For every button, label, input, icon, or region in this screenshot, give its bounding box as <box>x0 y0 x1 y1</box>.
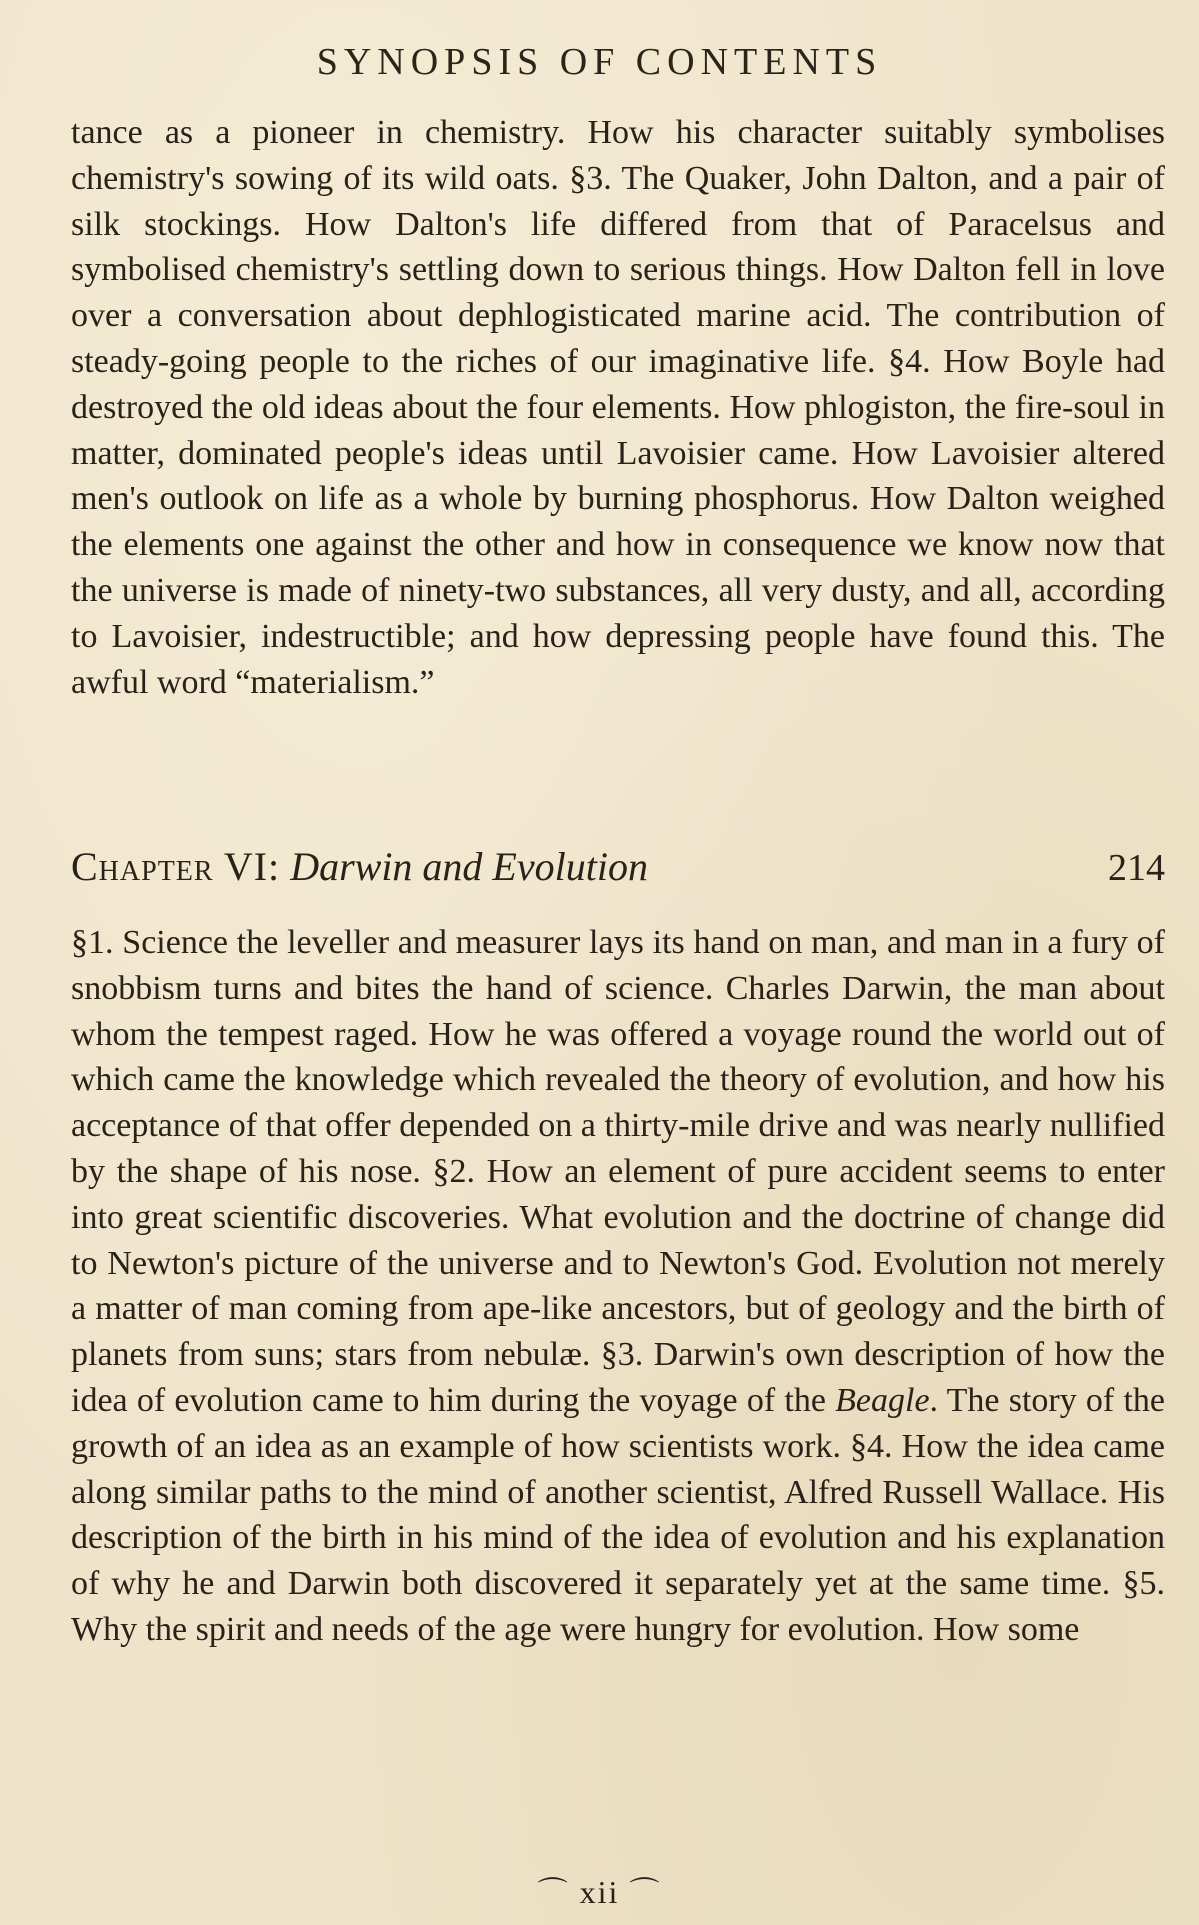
chapter-label: Chapter VI: <box>71 844 281 889</box>
synopsis-text-part-1: §1. Science the leveller and measurer lays its hand on man, and man in a fury of snobbism turns and bites the hand of science. Charles Darwin, the man about whom the tempest raged. How he was offered a voyage round the world out of which came the knowledge which revealed the theory of evolution, and how his acceptance of that offer depended on a thirty-mile drive and was nearly nullified by the shape of his nose. §2. How an element of pure accident seems to enter into great scientific discoveries. What evolution and the doctrine of change did to Newton's picture of the universe and to Newton's God. Evolution not merely a matter of man coming from ape-like ancestors, but of geology and the birth of planets from suns; stars from nebulæ. §3. Darwin's own description of how the idea of evolution came to him during the voyage of the <box>71 924 1165 1419</box>
chapter-heading-text <box>71 843 648 890</box>
continuation-paragraph: tance as a pioneer in chemistry. How his character suitably symbolises chemistry's sowing of its wild oats. §3. The Quaker, John Dalton, and a pair of silk stockings. How Dalton's life differed from that of Paracelsus and symbolised chemistry's settling down to serious things. How Dalton fell in love over a conversation about dephlogisticated marine acid. The contribution of steady-going people to the riches of our imaginative life. §4. How Boyle had destroyed the old ideas about the four elements. How phlogiston, the fire-soul in matter, dominated people's ideas until Lavoisier came. How Lavoisier altered men's outlook on life as a whole by burning phosphorus. How Dalton weighed the elements one against the other and how in consequence we know now that the universe is made of ninety-two substances, all very dusty, and all, according to Lavoisier, indestructible; and how depressing people have found this. The awful word “materialism.” <box>71 114 1165 701</box>
chapter-page-number: 214 <box>1108 847 1165 889</box>
chapter-title: Darwin and Evolution <box>290 844 648 889</box>
left-ornament-icon: ⌒ <box>537 1877 570 1910</box>
page-number: xii <box>579 1874 620 1910</box>
page-folio <box>0 1868 1199 1912</box>
running-head: SYNOPSIS OF CONTENTS <box>316 41 883 83</box>
chapter-heading <box>71 843 1165 899</box>
chapter-synopsis-paragraph <box>71 920 1165 1653</box>
synopsis-text-part-2: . The story of the growth of an idea as an example of how scientists work. §4. How the idea came along similar paths to the mind of another scientist, Alfred Russell Wallace. His description of the birth in his mind of the idea of evolution and his explanation of why he and Darwin both discovered it separately yet at the same time. §5. Why the spirit and needs of the age were hungry for evolution. How some <box>71 1381 1166 1648</box>
right-ornament-icon: ⌒ <box>629 1877 662 1910</box>
ship-name: Beagle <box>835 1381 930 1419</box>
